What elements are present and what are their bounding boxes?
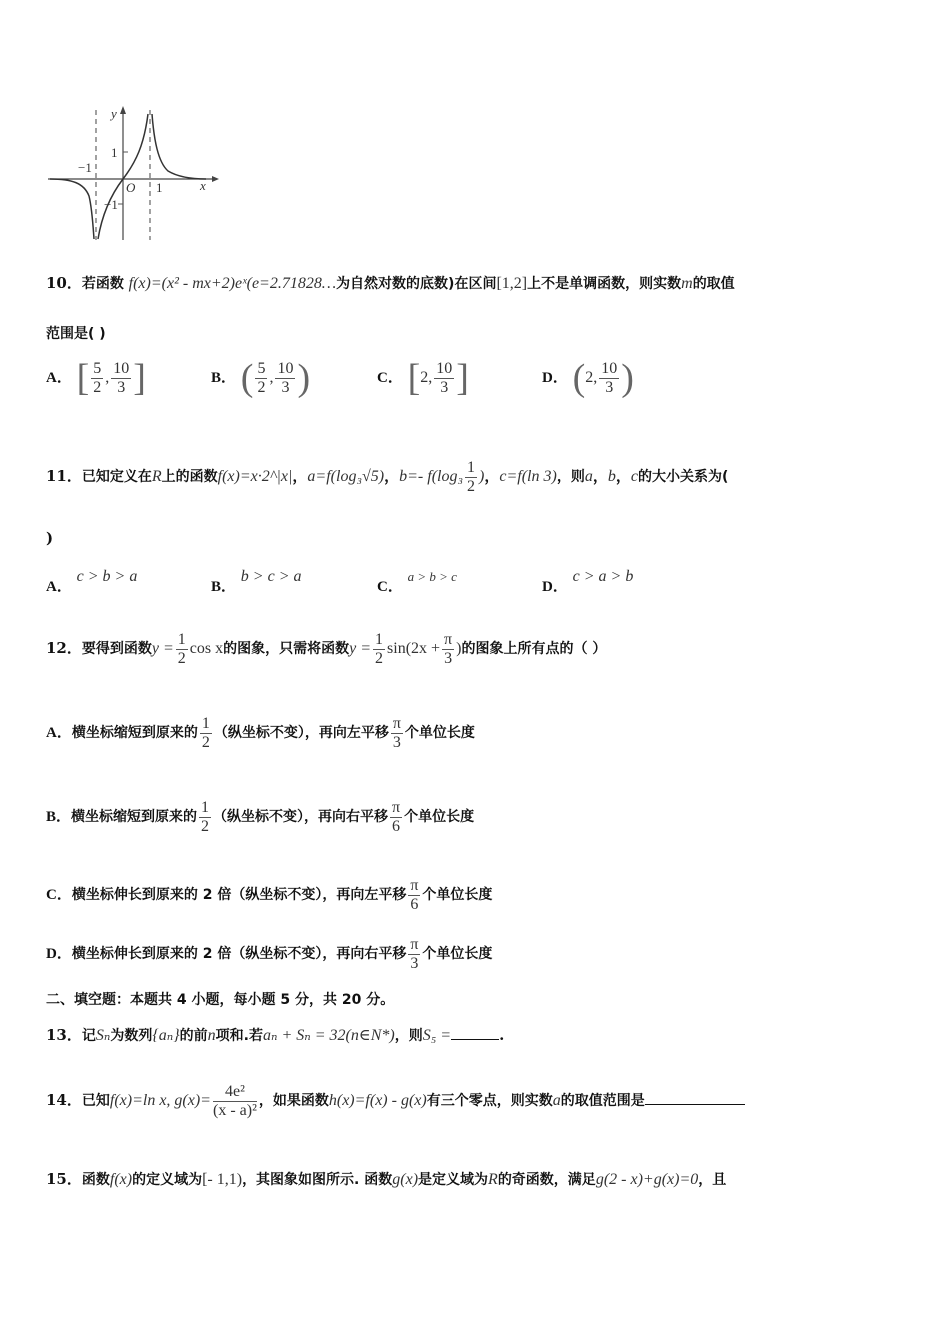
q12-y2-mid: sin(2x + <box>387 640 441 657</box>
y-axis-arrow <box>120 106 126 114</box>
frac-den: 3 <box>392 733 401 751</box>
q12-option-a-text2: （纵坐标不变），再向左平移 <box>213 725 389 741</box>
q12-option-c[interactable] <box>46 874 910 915</box>
function-graph <box>44 100 224 245</box>
frac-den: 6 <box>392 817 401 835</box>
q11-b-close: ) <box>479 468 485 485</box>
q11-number: 11． <box>46 467 82 485</box>
q12-option-d-pifrac <box>408 936 420 973</box>
q10-text4: 的取值 <box>692 276 735 292</box>
q14-number: 14． <box>46 1091 82 1109</box>
q11-option-d-expr: c > a > b <box>572 568 634 585</box>
q10-option-a-left: [ <box>76 357 90 399</box>
q15-text3: ，其图象如图所示. 函数 <box>242 1172 393 1188</box>
q14-text4: 的取值范围是 <box>560 1093 645 1109</box>
q12-option-a[interactable] <box>46 712 910 753</box>
frac-num: 10 <box>277 359 294 377</box>
q12-text2: 的图象，只需将函数 <box>223 641 350 657</box>
q14-stem <box>46 1080 910 1121</box>
q13-text5: ，则 <box>394 1028 423 1044</box>
q10-option-a[interactable]: A． [ $\frac{5}{2}$ , $\frac{10}{3}$ ] <box>46 357 146 399</box>
q11-var-a: a <box>584 468 593 485</box>
q15-text4: 是定义域为 <box>418 1172 489 1188</box>
q10-function: f(x)=(x² - mx+2)eˣ(e=2.71828… <box>128 275 337 292</box>
q15-f: f(x) <box>109 1171 133 1188</box>
q14-var-a: a <box>552 1092 561 1109</box>
q11-option-a-label: A． <box>46 579 72 595</box>
frac-den: 2 <box>375 649 384 667</box>
frac-num: π <box>392 714 401 732</box>
q12-option-d-label: D． <box>46 946 72 962</box>
q12-option-a-frac <box>200 715 212 752</box>
q11-option-c[interactable] <box>377 565 457 595</box>
frac-den: (x - a)² <box>212 1101 257 1119</box>
q11-sep2: ， <box>384 467 400 485</box>
frac-den: 3 <box>440 378 449 396</box>
label-x: x <box>200 178 206 193</box>
q10-option-c-label: C． <box>377 370 403 386</box>
q12-option-c-pifrac <box>408 877 420 914</box>
q12-option-a-label: A． <box>46 725 72 741</box>
frac-den: 2 <box>201 817 210 835</box>
q13-text3: 的前 <box>179 1028 208 1044</box>
q11-text4: 的大小关系为( <box>637 469 729 485</box>
q10-option-d-right: ) <box>621 357 634 399</box>
q10-text1: 若函数 <box>81 276 124 292</box>
q13-condition: aₙ + Sₙ = 32(n∈N*) <box>262 1027 395 1044</box>
q12-y2-pifrac <box>442 631 454 668</box>
q11-text3: ，则 <box>556 469 585 485</box>
q11-option-b-expr: b > c > a <box>240 568 302 585</box>
section-heading-fill-in: 二、填空题：本题共 4 小题，每小题 5 分，共 20 分。 <box>46 992 395 1008</box>
q14-text1: 已知 <box>81 1093 110 1109</box>
q11-option-b[interactable] <box>211 565 302 595</box>
frac-num: 10 <box>601 359 618 377</box>
q11-option-d[interactable] <box>542 565 634 595</box>
q11-sep3: ， <box>484 467 500 485</box>
frac-den: 2 <box>201 733 210 751</box>
q10-var-m: m <box>681 275 693 292</box>
q10-interval: [1,2] <box>496 275 528 292</box>
q10-option-b-left: ( <box>240 357 254 399</box>
frac-num: 10 <box>113 359 130 377</box>
q14-text2: ，如果函数 <box>258 1093 329 1109</box>
q10-option-d-int: 2, <box>585 369 598 386</box>
frac-num: 4e² <box>213 1083 257 1102</box>
q12-option-d-text3: 个单位长度 <box>422 946 493 962</box>
frac-den: 3 <box>444 649 453 667</box>
q11-stem-cont: ) <box>46 529 54 547</box>
q15-domain: [- 1,1) <box>202 1171 243 1188</box>
curve-left <box>50 179 94 239</box>
q12-option-b-text1: 横坐标缩短到原来的 <box>71 809 198 825</box>
q12-option-a-text3: 个单位长度 <box>404 725 475 741</box>
q11-option-a[interactable] <box>46 565 138 595</box>
q13-stem <box>46 1024 910 1047</box>
q11-function: f(x)=x·2^|x| <box>217 468 293 485</box>
q15-text6: ，且 <box>698 1172 727 1188</box>
q12-option-b-pifrac <box>390 799 402 836</box>
frac-num: 1 <box>467 458 476 476</box>
q11-option-c-expr: a > b > c <box>407 569 457 584</box>
q14-fg-def: f(x)=ln x, g(x)= <box>109 1092 211 1109</box>
q11-option-b-label: B． <box>211 579 237 595</box>
q11-text2: 上的函数 <box>161 469 218 485</box>
q12-option-c-text3: 个单位长度 <box>422 887 493 903</box>
q14-answer-blank[interactable] <box>645 1104 745 1105</box>
q10-stem <box>46 272 910 295</box>
q12-option-d-text1: 横坐标伸长到原来的 2 倍（纵坐标不变），再向右平移 <box>71 946 407 962</box>
q10-option-c-left: [ <box>407 357 421 399</box>
q10-stem-cont: 范围是( ) <box>46 326 106 342</box>
q11-stem <box>46 456 910 497</box>
label-x-1: 1 <box>156 180 163 195</box>
frac-den: 2 <box>257 378 266 396</box>
label-y-neg1: −1 <box>104 197 118 212</box>
q11-option-d-label: D． <box>542 579 568 595</box>
q13-n: n <box>207 1027 216 1044</box>
frac-den: 3 <box>281 378 290 396</box>
q10-option-a-frac2 <box>111 360 131 397</box>
q12-option-a-pifrac <box>391 715 403 752</box>
frac-den: 2 <box>93 378 102 396</box>
q12-option-c-text1: 横坐标伸长到原来的 2 倍（纵坐标不变），再向左平移 <box>71 887 407 903</box>
frac-den: 6 <box>410 895 419 913</box>
q12-text3: 的图象上所有点的（ ） <box>461 641 607 657</box>
q13-period: . <box>499 1026 505 1044</box>
q13-number: 13． <box>46 1026 82 1044</box>
q10-option-c-int: 2, <box>420 369 433 386</box>
q12-option-c-label: C． <box>46 887 72 903</box>
label-origin: O <box>126 180 136 195</box>
q11-comma1: ， <box>592 467 608 485</box>
q10-option-a-frac1 <box>91 360 103 397</box>
q12-stem <box>46 628 910 669</box>
q10-option-a-label: A． <box>46 370 72 386</box>
q11-var-R: R <box>151 468 162 485</box>
label-y: y <box>111 106 117 121</box>
curve-right <box>152 114 206 179</box>
q11-comma2: ， <box>615 467 631 485</box>
q10-option-b-frac2 <box>275 360 295 397</box>
frac-num: 5 <box>93 359 102 377</box>
frac-den: 3 <box>605 378 614 396</box>
q10-option-b[interactable]: B． ( $\frac{5}{2}$ , $\frac{10}{3}$ ) <box>211 357 311 399</box>
q13-an-set: {aₙ} <box>152 1027 180 1044</box>
q11-b-frac <box>465 459 477 496</box>
q12-option-b-label: B． <box>46 809 72 825</box>
q12-y2-post: ) <box>456 640 462 657</box>
q10-option-c-right: ] <box>456 357 469 399</box>
frac-num: π <box>444 630 453 648</box>
label-y-1: 1 <box>111 145 118 160</box>
frac-num: π <box>410 935 419 953</box>
frac-den: 3 <box>117 378 126 396</box>
frac-den: 2 <box>177 649 186 667</box>
q10-option-b-frac1 <box>255 360 267 397</box>
q13-S5: S₅ = <box>422 1027 452 1044</box>
q11-def-a: a=f(log₃√5) <box>307 468 385 485</box>
q12-option-b-text2: （纵坐标不变），再向右平移 <box>213 809 389 825</box>
q15-text1: 函数 <box>81 1172 110 1188</box>
q15-number: 15． <box>46 1170 82 1188</box>
q13-text2: 为数列 <box>110 1028 153 1044</box>
label-x-neg1: −1 <box>78 160 92 175</box>
q12-option-b-frac <box>199 799 211 836</box>
frac-num: 1 <box>375 630 384 648</box>
q10-option-d-frac <box>599 360 619 397</box>
q10-option-c[interactable] <box>377 358 469 398</box>
q15-text5: 的奇函数，满足 <box>497 1172 596 1188</box>
q13-text4: 项和.若 <box>215 1028 263 1044</box>
q11-def-b: b=- f(log₃ <box>399 468 464 485</box>
q12-y1-post: cos x <box>189 640 224 657</box>
q10-option-b-right: ) <box>297 357 311 399</box>
q12-option-d[interactable] <box>46 933 910 974</box>
frac-num: π <box>410 876 419 894</box>
q13-text1: 记 <box>81 1028 96 1044</box>
q11-def-c: c=f(ln 3) <box>499 468 557 485</box>
q15-R: R <box>488 1171 498 1188</box>
q11-text1: 已知定义在 <box>81 469 152 485</box>
q10-option-d-left: ( <box>572 357 586 399</box>
frac-den: 2 <box>467 477 476 495</box>
q14-g-frac <box>213 1083 257 1120</box>
frac-num: 5 <box>257 359 266 377</box>
x-axis-arrow <box>212 176 219 182</box>
q11-option-c-label: C． <box>377 579 403 595</box>
frac-num: 1 <box>201 798 210 816</box>
q15-g: g(x) <box>392 1171 419 1188</box>
q12-y2-pre: y = <box>349 640 372 657</box>
q13-answer-blank[interactable] <box>451 1039 499 1040</box>
q10-option-b-label: B． <box>211 370 237 386</box>
q11-option-a-expr: c > b > a <box>76 568 138 585</box>
q12-y1-frac <box>176 631 188 668</box>
q10-text3: 上不是单调函数，则实数 <box>527 276 682 292</box>
q15-condition: g(2 - x)+g(x)=0 <box>595 1171 699 1188</box>
q11-sep1: ， <box>292 467 308 485</box>
q12-text1: 要得到函数 <box>81 641 152 657</box>
q10-option-a-right: ] <box>133 357 146 399</box>
q10-option-d-label: D． <box>542 370 568 386</box>
q12-option-b[interactable] <box>46 796 910 837</box>
q10-option-d[interactable] <box>542 358 634 398</box>
q14-h-def: h(x)=f(x) - g(x) <box>328 1092 427 1109</box>
frac-num: 1 <box>201 714 210 732</box>
q10-number: 10． <box>46 274 82 292</box>
q15-text2: 的定义域为 <box>132 1172 203 1188</box>
q12-y1-pre: y = <box>151 640 174 657</box>
q12-number: 12． <box>46 639 82 657</box>
q12-y2-frac <box>373 631 385 668</box>
frac-num: π <box>392 798 401 816</box>
frac-num: 10 <box>436 359 453 377</box>
q10-option-c-frac <box>434 360 454 397</box>
q15-stem <box>46 1168 910 1191</box>
q12-option-a-text1: 横坐标缩短到原来的 <box>71 725 198 741</box>
q12-option-b-text3: 个单位长度 <box>404 809 475 825</box>
frac-num: 1 <box>177 630 186 648</box>
q14-text3: 有三个零点，则实数 <box>426 1093 553 1109</box>
q10-text2: 为自然对数的底数)在区间 <box>336 276 497 292</box>
q11-var-b: b <box>607 468 616 485</box>
q13-Sn: Sₙ <box>95 1027 111 1044</box>
q11-var-c: c <box>630 468 638 485</box>
frac-den: 3 <box>410 954 419 972</box>
